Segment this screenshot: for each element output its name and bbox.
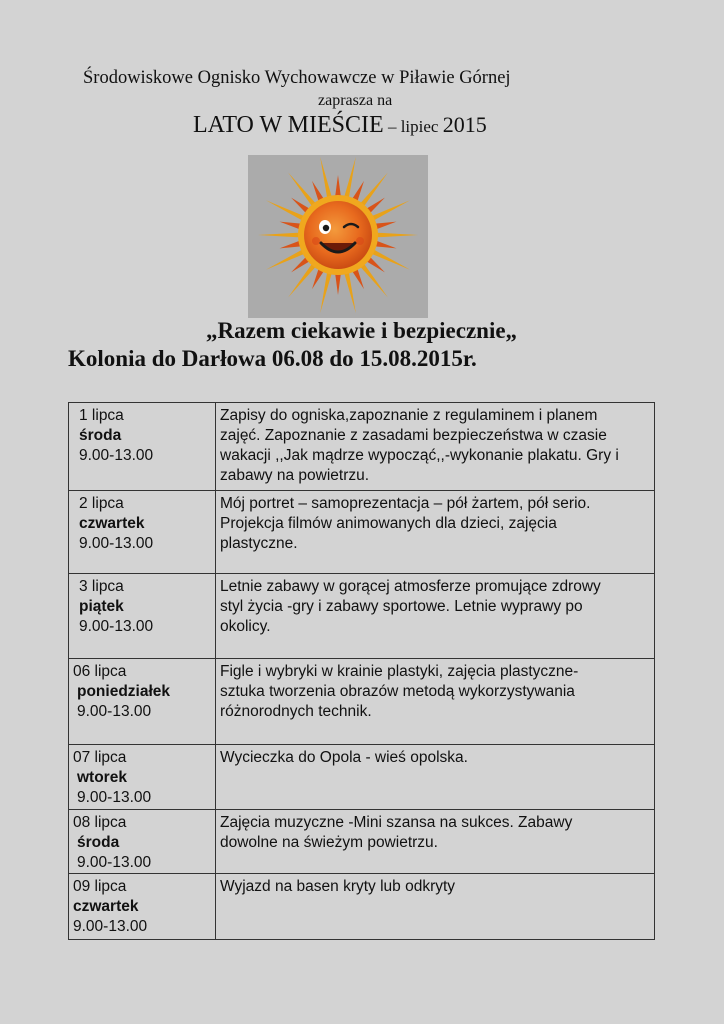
table-row <box>69 491 655 574</box>
weekday: piątek <box>79 598 124 615</box>
date: 3 lipca <box>79 578 124 595</box>
smiling-sun-icon <box>248 155 428 318</box>
sun-ray <box>344 157 356 201</box>
weekday: czwartek <box>79 515 145 532</box>
date-cell <box>69 745 216 810</box>
activity-line: Figle i wybryki w krainie plastyki, zajęcia plastyczne- <box>220 663 579 680</box>
activity-line: Projekcja filmów animowanych dla dzieci, zajęcia <box>220 515 557 532</box>
date-cell <box>69 574 216 659</box>
activity-line: Mój portret – samoprezentacja – pół żartem, pół serio. <box>220 495 591 512</box>
hours: 9.00-13.00 <box>79 535 154 552</box>
date-cell <box>69 659 216 745</box>
date: 07 lipca <box>73 749 127 766</box>
weekday: wtorek <box>77 769 127 786</box>
activity-line: okolicy. <box>220 618 271 635</box>
table-row <box>69 574 655 659</box>
hours: 9.00-13.00 <box>79 447 154 464</box>
motto-heading: „Razem ciekawie i bezpiecznie„ <box>206 318 518 343</box>
activity-line: plastyczne. <box>220 535 298 552</box>
date: 2 lipca <box>79 495 124 512</box>
date-cell <box>69 403 216 491</box>
sun-ray <box>258 233 302 238</box>
organization-name: Środowiskowe Ognisko Wychowawcze w Piławie Górnej <box>83 68 511 88</box>
sun-ray <box>320 270 332 314</box>
activity-cell <box>216 403 655 491</box>
sun-ray <box>288 262 318 298</box>
invites-text: zaprasza na <box>318 92 393 109</box>
activity-cell <box>216 874 655 940</box>
date-cell <box>69 491 216 574</box>
activity-cell <box>216 810 655 874</box>
activity-line: dowolne na świeżym powietrzu. <box>220 834 438 851</box>
sun-ray <box>288 173 318 209</box>
hours: 9.00-13.00 <box>77 854 152 871</box>
activity-line: zajęć. Zapoznanie z zasadami bezpieczeństwa w czasie <box>220 427 607 444</box>
activity-line: Zajęcia muzyczne -Mini szansa na sukces. Zabawy <box>220 814 573 831</box>
sun-ray <box>374 233 418 238</box>
table-row <box>69 659 655 745</box>
sun-ray <box>344 270 356 314</box>
activity-line: różnorodnych technik. <box>220 703 372 720</box>
date: 06 lipca <box>73 663 127 680</box>
activity-cell <box>216 491 655 574</box>
activity-line: styl życia -gry i zabawy sportowe. Letnie wyprawy po <box>220 598 583 615</box>
camp-info: Kolonia do Darłowa 06.08 do 15.08.2015r. <box>68 346 477 371</box>
page-title <box>193 112 487 139</box>
hours: 9.00-13.00 <box>73 918 148 935</box>
hours: 9.00-13.00 <box>77 703 152 720</box>
date: 08 lipca <box>73 814 127 831</box>
activity-cell <box>216 659 655 745</box>
activity-line: zabawy na powietrzu. <box>220 467 370 484</box>
hours: 9.00-13.00 <box>77 789 152 806</box>
sun-ray <box>358 262 388 298</box>
activity-cell <box>216 574 655 659</box>
activity-line: Wycieczka do Opola - wieś opolska. <box>220 749 468 766</box>
date: 1 lipca <box>79 407 124 424</box>
date: 09 lipca <box>73 878 127 895</box>
weekday: poniedziałek <box>77 683 171 700</box>
schedule-table <box>68 402 655 940</box>
activity-line: Zapisy do ogniska,zapoznanie z regulaminem i planem <box>220 407 598 424</box>
title-year: 2015 <box>442 112 487 137</box>
hours: 9.00-13.00 <box>79 618 154 635</box>
weekday: środa <box>77 834 120 851</box>
weekday: środa <box>79 427 122 444</box>
title-month: – lipiec <box>383 117 443 136</box>
activity-line: Wyjazd na basen kryty lub odkryty <box>220 878 456 895</box>
table-row <box>69 810 655 874</box>
weekday: czwartek <box>73 898 139 915</box>
table-row <box>69 403 655 491</box>
activity-line: sztuka tworzenia obrazów metodą wykorzystywania <box>220 683 575 700</box>
date-cell <box>69 874 216 940</box>
sun-ray <box>320 157 332 201</box>
table-row <box>69 874 655 940</box>
table-row <box>69 745 655 810</box>
date-cell <box>69 810 216 874</box>
activity-cell <box>216 745 655 810</box>
activity-line: wakacji ,,Jak mądrze wypocząć,,-wykonanie plakatu. Gry i <box>220 447 619 464</box>
sun-ray <box>358 173 388 209</box>
activity-line: Letnie zabawy w gorącej atmosferze promujące zdrowy <box>220 578 601 595</box>
title-main: LATO W MIEŚCIE <box>193 112 384 138</box>
